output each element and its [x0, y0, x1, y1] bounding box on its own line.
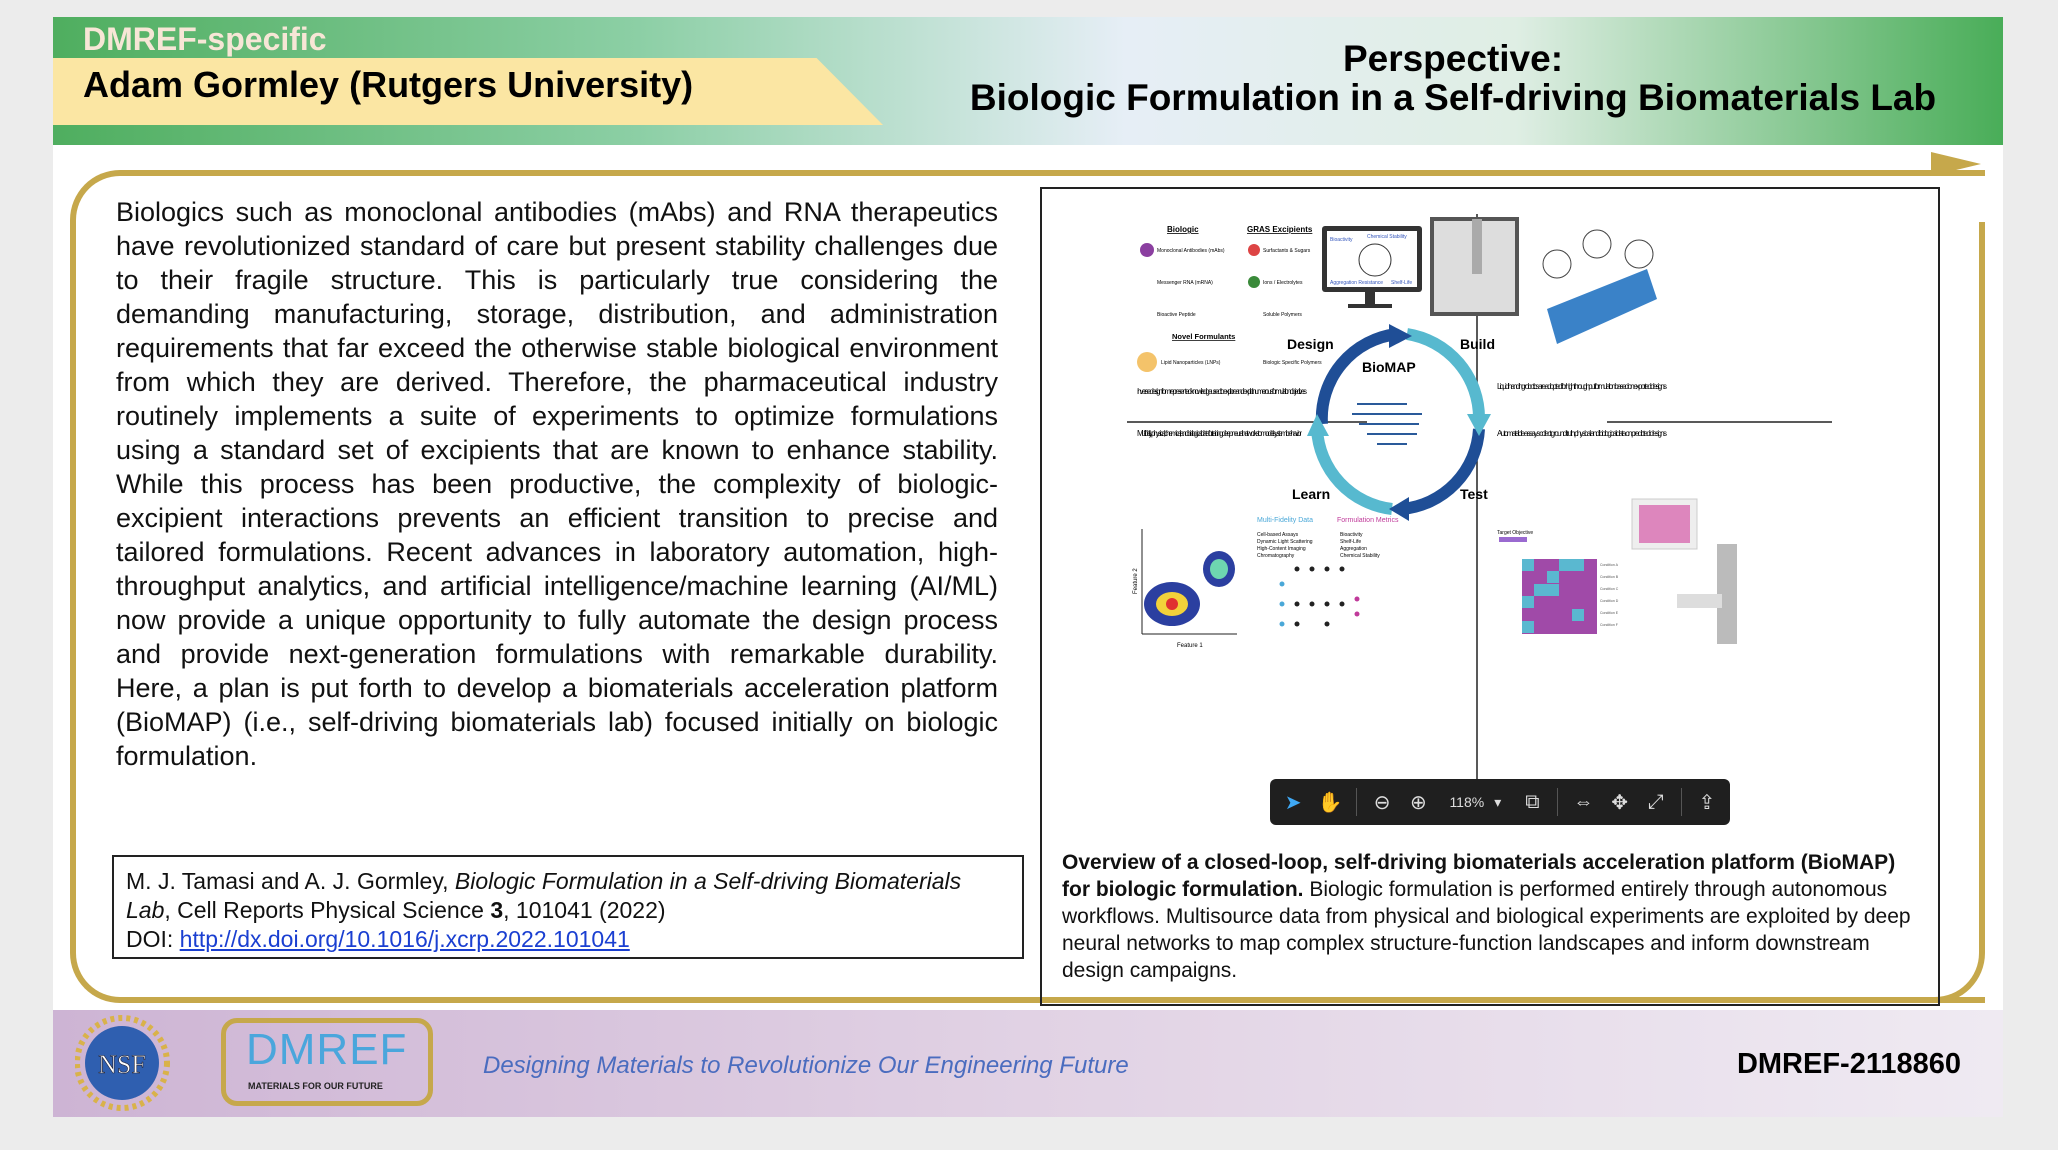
gras-heading: GRAS Excipients	[1247, 225, 1313, 234]
monitor-label: Aggregation Resistance	[1330, 280, 1384, 286]
item: Biologic Specific Polymers	[1263, 360, 1322, 366]
upload-icon[interactable]: ⇪	[1698, 791, 1716, 814]
monitor-label: Chemical Stability	[1367, 234, 1407, 240]
fm-item: Aggregation	[1340, 546, 1367, 552]
footer	[53, 1010, 2003, 1117]
caption-bold: Overview of a closed-loop, self-driving biomaterials acceleration platform (BioMAP) for biologic formulation.	[1062, 851, 1896, 901]
monitor-label: Bioactivity	[1330, 237, 1353, 243]
zoom-in-icon[interactable]: ⊕	[1409, 791, 1427, 814]
tagline: Designing Materials to Revolutionize Our Engineering Future	[483, 1052, 1129, 1079]
citation-box	[112, 855, 1024, 959]
item: Monoclonal Antibodies (mAbs)	[1157, 248, 1225, 254]
author: Adam Gormley (Rutgers University)	[83, 64, 694, 105]
design-text: Inverse design from represented knowledge used to explore and exploit numerous formulation objectives	[1137, 387, 1307, 396]
item: Ions / Electrolytes	[1263, 280, 1303, 286]
copy-pages-icon[interactable]: ⧉	[1525, 790, 1540, 813]
stage-test: Test	[1460, 486, 1488, 502]
condition-labels	[1600, 563, 1619, 627]
slide	[53, 17, 2003, 1117]
heatmap	[1522, 559, 1597, 634]
biomap-center-label: BioMAP	[1362, 359, 1416, 375]
mfd-item: Dynamic Light Scattering	[1257, 539, 1313, 545]
figure-caption	[1062, 849, 1922, 984]
stage-design: Design	[1287, 336, 1334, 352]
title-line-1: Perspective:	[1342, 38, 1564, 79]
biologic-heading: Biologic	[1167, 225, 1199, 234]
feature1-label: Feature 1	[1177, 643, 1203, 649]
title-line-2: Biologic Formulation in a Self-driving Biomaterials Lab	[969, 77, 1937, 118]
dmref-logo-sub: MATERIALS FOR OUR FUTURE	[248, 1081, 383, 1091]
cite-authors: M. J. Tamasi and A. J. Gormley,	[126, 868, 455, 894]
target-label: Target Objective	[1497, 530, 1534, 536]
body-text: Biologics such as monoclonal antibodies (mAbs) and RNA therapeutics have revolutionized standard of care but present stability challenges due to their fragile structure. This is particularly true considering the demanding manufacturing, storage, distribution, and administration requirements that far exceed the otherwise stable biological environment from which they are derived. Therefore, the pharmaceutical industry routinely implements a suite of experiments to optimize formulations using a standard set of excipients that are known to enhance stability. While this process has been productive, the complexity of biologic-excipient interactions prevents an efficient transition to precise and tailored formulations. Recent advances in laboratory automation, high-throughput analytics, and artificial intelligence/machine learning (AI/ML) now provide a unique opportunity to fully automate the design process and provide next-generation formulations with remarkable durability. Here, a plan is put forth to develop a biomaterials acceleration platform (BioMAP) (i.e., self-driving biomaterials lab) focused initially on biologic formulation.	[116, 197, 998, 771]
condition: Condition D	[1600, 599, 1619, 603]
gold-arrow-icon	[1931, 152, 1981, 176]
cite-title: Biologic Formulation in a Self-driving Biomaterials Lab	[126, 868, 962, 923]
fm-item: Chemical Stability	[1340, 553, 1380, 559]
metric-lists	[1257, 532, 1380, 559]
divider	[1557, 788, 1558, 816]
doi-label: DOI:	[126, 926, 180, 952]
item: Messenger RNA (mRNA)	[1157, 280, 1213, 286]
fm-item: Shelf-Life	[1340, 539, 1362, 545]
cite-volume: 3	[490, 897, 504, 923]
feature2-label: Feature 2	[1133, 568, 1139, 594]
fit-page-icon[interactable]: ✥	[1611, 791, 1628, 814]
condition: Condition E	[1600, 611, 1619, 615]
monitor-label: Shelf-Life	[1391, 280, 1413, 286]
cite-journal: , Cell Reports Physical Science	[164, 897, 491, 923]
mfd-item: Chromatography	[1257, 553, 1295, 559]
mfd-item: Cell-based Assays	[1257, 532, 1299, 538]
caption-rest: Biologic formulation is performed entirely through autonomous workflows. Multisource data from physical and biological experiments are exploited by deep neural networks to map complex structure-function landscapes and inform downstream design campaigns.	[1062, 878, 1911, 982]
fullscreen-icon[interactable]: ⤢	[1647, 790, 1664, 813]
nsf-logo	[75, 1015, 170, 1112]
slide-title	[913, 39, 1993, 117]
dmref-logo	[221, 1018, 433, 1106]
fm-label: Formulation Metrics	[1337, 517, 1399, 524]
stage-build: Build	[1460, 336, 1495, 352]
stage-learn: Learn	[1292, 486, 1331, 502]
doi-link[interactable]: http://dx.doi.org/10.1016/j.xcrp.2022.101041	[179, 926, 630, 952]
fit-width-icon[interactable]: ⇔	[1573, 790, 1594, 813]
header	[53, 17, 2003, 145]
figure-box	[1040, 187, 1940, 1006]
select-pointer-icon[interactable]: ➤	[1284, 791, 1302, 814]
mfd-label: Multi-Fidelity Data	[1257, 517, 1314, 524]
kicker: DMREF-specific	[83, 21, 327, 57]
zoom-level-select[interactable]	[1443, 794, 1507, 811]
item: Lipid Nanoparticles (LNPs)	[1161, 360, 1221, 366]
fm-item: Bioactivity	[1340, 532, 1363, 538]
chevron-down-icon: ▾	[1494, 793, 1502, 810]
build-text: Liquid handling robotics are adopted for high throughput formulation based on exported designs	[1497, 382, 1667, 391]
divider	[1356, 788, 1357, 816]
zoom-out-icon[interactable]: ⊖	[1373, 791, 1391, 814]
divider	[1681, 788, 1682, 816]
cite-pages: , 101041 (2022)	[503, 897, 666, 923]
condition: Condition C	[1600, 587, 1619, 591]
dmref-logo-text: DMREF	[246, 1025, 408, 1074]
condition: Condition A	[1600, 563, 1618, 567]
nsf-logo-text: NSF	[98, 1050, 146, 1079]
biomap-figure	[1127, 214, 1832, 804]
test-text: Automatable assays collect ground truth physical and biological data on predicted designs	[1497, 429, 1667, 438]
item: Surfactants & Sugars	[1263, 248, 1311, 254]
novel-heading: Novel Formulants	[1172, 332, 1236, 341]
condition: Condition F	[1600, 623, 1618, 627]
condition: Condition B	[1600, 575, 1619, 579]
item: Bioactive Peptide	[1157, 312, 1196, 318]
hand-tool-icon[interactable]: ✋	[1317, 791, 1343, 814]
award-number: DMREF-2118860	[1736, 1048, 1961, 1080]
zoom-level: 118%	[1449, 793, 1485, 810]
learn-text: Multi-fidelity physical, chemical, and biological data for training deep neural networks to model system behavior	[1137, 429, 1302, 438]
pdf-toolbar	[1270, 779, 1730, 825]
item: Soluble Polymers	[1263, 312, 1302, 318]
mfd-item: High-Content Imaging	[1257, 546, 1306, 552]
